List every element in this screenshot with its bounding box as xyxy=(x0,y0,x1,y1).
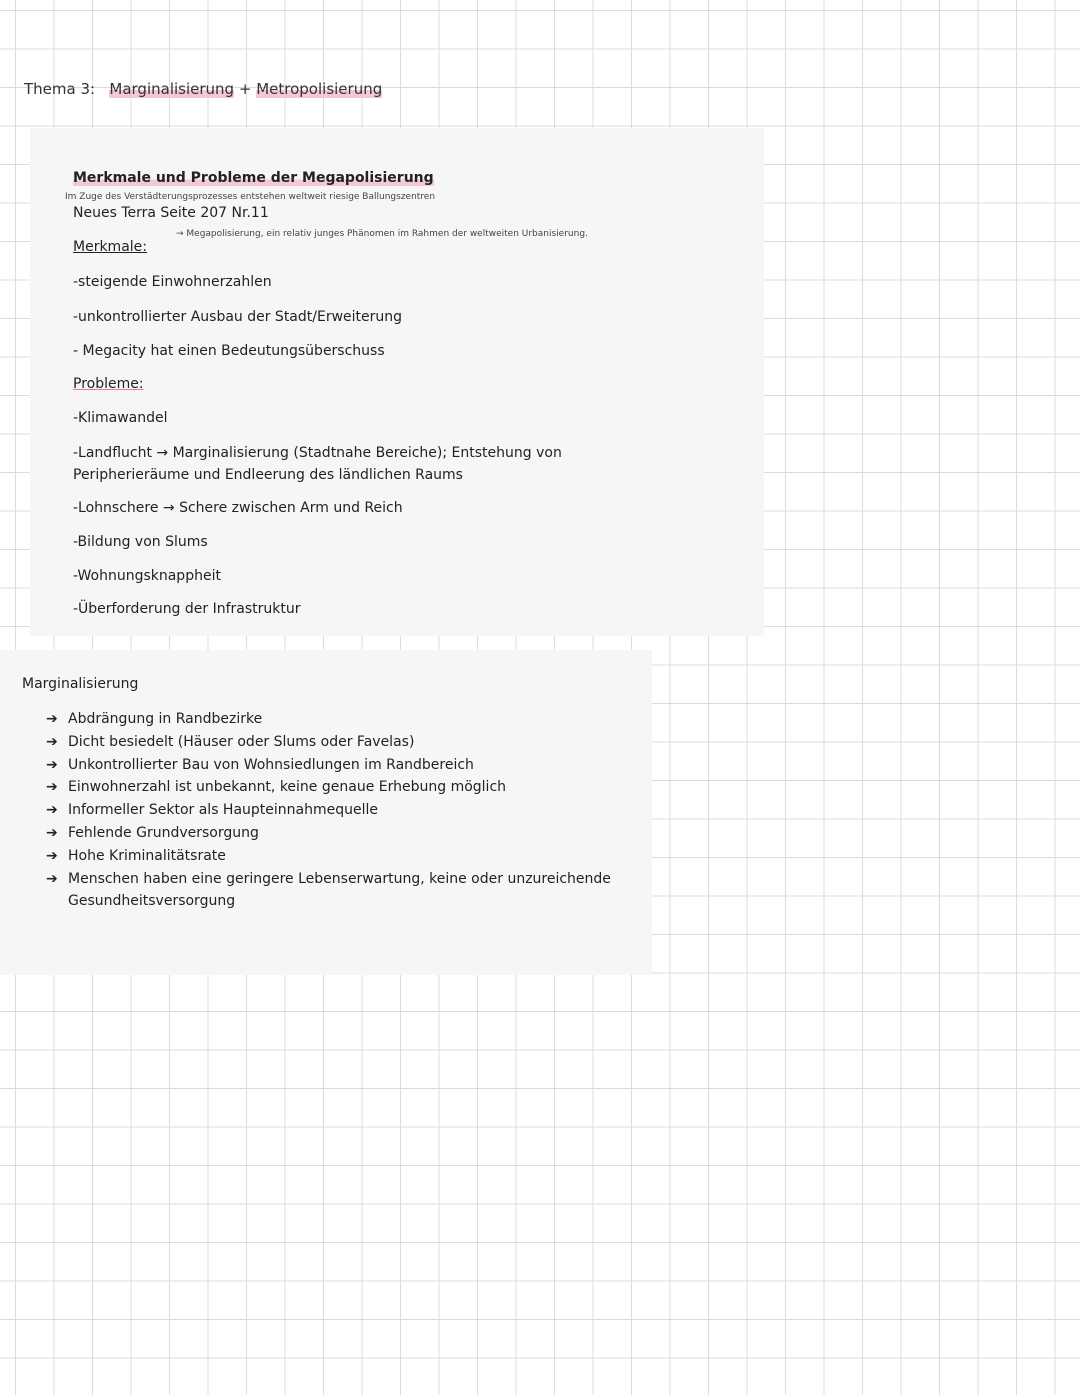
probleme-label: Probleme: xyxy=(73,376,144,392)
textbook-reference: Neues Terra Seite 207 Nr.11 xyxy=(73,205,269,221)
handwritten-note-top: Im Zuge des Verstädterungsprozesses entstehen weltweit riesige Ballungszentren xyxy=(65,192,436,202)
problem-item: -Lohnschere → Schere zwischen Arm und Reich xyxy=(73,500,403,516)
merkmal-item: - Megacity hat einen Bedeutungsüberschuss xyxy=(73,343,385,359)
list-item: ➔ Dicht besiedelt (Häuser oder Slums oder Favelas) xyxy=(46,731,626,754)
list-item: ➔ Einwohnerzahl ist unbekannt, keine genaue Erhebung möglich xyxy=(46,776,626,799)
list-item: ➔ Informeller Sektor als Haupteinnahmequelle xyxy=(46,799,626,822)
arrow-icon: ➔ xyxy=(46,824,58,841)
list-item: ➔ Menschen haben eine geringere Lebenserwartung, keine oder unzureichende Gesundheitsversorgung xyxy=(46,868,626,914)
list-item: ➔ Abdrängung in Randbezirke xyxy=(46,708,626,731)
merkmal-item: -unkontrollierter Ausbau der Stadt/Erweiterung xyxy=(73,309,403,325)
title-second: Metropolisierung xyxy=(256,80,383,98)
card-heading: Merkmale und Probleme der Megapolisierung xyxy=(73,170,434,186)
card-heading: Marginalisierung xyxy=(22,676,139,692)
megapolisierung-card xyxy=(30,128,764,636)
problem-item: -Bildung von Slums xyxy=(73,534,208,550)
problem-item: -Überforderung der Infrastruktur xyxy=(73,601,301,617)
arrow-icon: ➔ xyxy=(46,847,58,864)
list-item: ➔ Unkontrollierter Bau von Wohnsiedlungen im Randbereich xyxy=(46,754,626,777)
list-item: ➔ Fehlende Grundversorgung xyxy=(46,822,626,845)
merkmale-label: Merkmale: xyxy=(73,239,147,255)
title-main: Marginalisierung xyxy=(109,80,235,98)
arrow-icon: ➔ xyxy=(46,733,58,750)
merkmal-item: -steigende Einwohnerzahlen xyxy=(73,274,272,290)
title-prefix: Thema 3: xyxy=(24,80,96,98)
arrow-icon: ➔ xyxy=(46,756,58,773)
arrow-icon: ➔ xyxy=(46,711,58,727)
problem-item: -Klimawandel xyxy=(73,410,168,426)
arrow-icon: ➔ xyxy=(46,802,58,819)
title-plus: + xyxy=(238,80,252,98)
page-title xyxy=(24,80,382,98)
arrow-icon: ➔ xyxy=(46,779,58,796)
handwritten-note-side: → Megapolisierung, ein relativ junges Phänomen im Rahmen der weltweiten Urbanisierung. xyxy=(176,229,588,239)
problem-item: -Landflucht → Marginalisierung (Stadtnahe Bereiche); Entstehung von Peripherieräume und Endleerung des ländlichen Raums xyxy=(73,445,562,483)
marginalisierung-card xyxy=(0,650,652,975)
marginalisierung-list xyxy=(46,708,626,913)
problem-item: -Wohnungsknappheit xyxy=(73,568,221,584)
list-item: ➔ Hohe Kriminalitätsrate xyxy=(46,845,626,868)
arrow-icon: ➔ xyxy=(46,870,58,887)
